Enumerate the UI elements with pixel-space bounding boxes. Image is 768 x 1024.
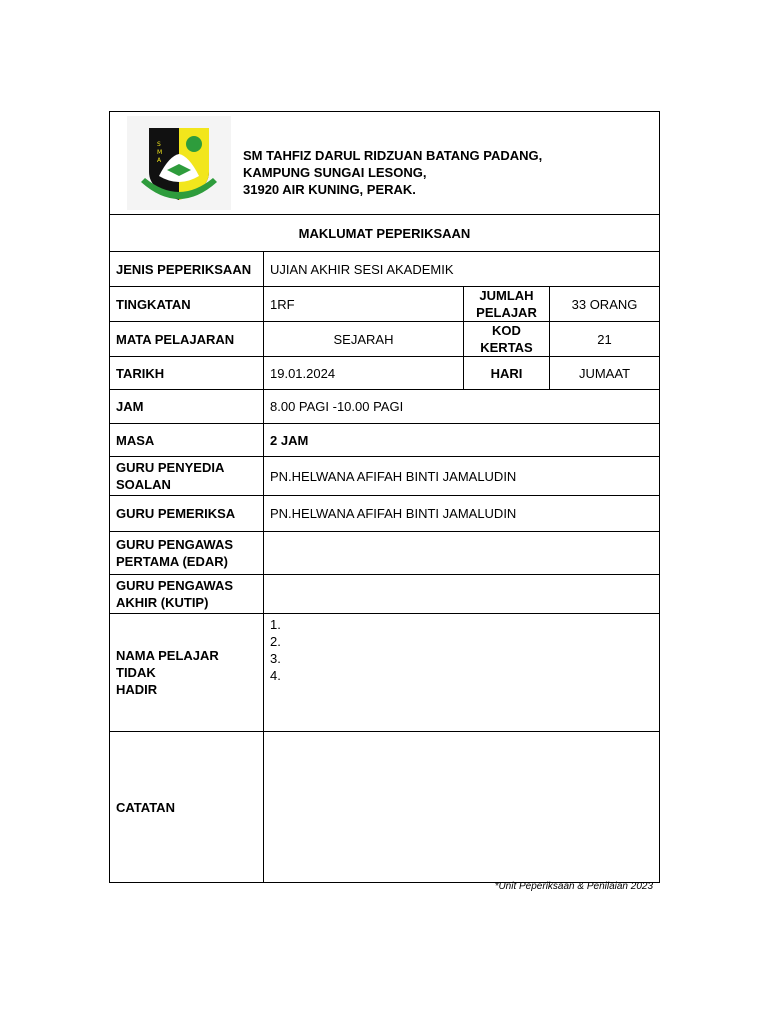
jenis-label: JENIS PEPERIKSAAN xyxy=(110,252,264,287)
jumlah-label xyxy=(464,287,550,322)
penyedia-label-line2: SOALAN xyxy=(116,477,171,492)
pengawas1-label-line1: GURU PENGAWAS xyxy=(116,537,234,552)
hari-label: HARI xyxy=(464,357,550,390)
jumlah-value: 33 ORANG xyxy=(550,287,660,322)
tidak-hadir-list-cell[interactable] xyxy=(264,614,660,732)
catatan-label: CATATAN xyxy=(110,732,264,883)
kod-value: 21 xyxy=(550,322,660,357)
tarikh-label: TARIKH xyxy=(110,357,264,390)
exam-info-table xyxy=(109,111,660,883)
penyedia-label xyxy=(110,457,264,496)
kod-label-line2: KERTAS xyxy=(480,340,533,355)
tarikh-value: 19.01.2024 xyxy=(264,357,464,390)
pengawas1-label-line2: PERTAMA (EDAR) xyxy=(116,554,228,569)
catatan-value[interactable] xyxy=(264,732,660,883)
logo-lettering: S xyxy=(157,141,161,148)
pengawas2-label xyxy=(110,575,264,614)
school-name-line2: KAMPUNG SUNGAI LESONG, xyxy=(243,165,427,180)
hari-value: JUMAAT xyxy=(550,357,660,390)
pengawas2-value[interactable] xyxy=(264,575,660,614)
jenis-value: UJIAN AKHIR SESI AKADEMIK xyxy=(264,252,660,287)
tidak-hadir-label xyxy=(110,614,264,732)
jam-label: JAM xyxy=(110,390,264,424)
tidak-hadir-label-line2: HADIR xyxy=(116,682,158,697)
penyedia-label-line1: GURU PENYEDIA xyxy=(116,460,225,475)
section-title: MAKLUMAT PEPERIKSAAN xyxy=(110,215,660,252)
absent-student-list xyxy=(270,616,653,684)
pemeriksa-value: PN.HELWANA AFIFAH BINTI JAMALUDIN xyxy=(264,496,660,532)
jam-value: 8.00 PAGI -10.00 PAGI xyxy=(264,390,660,424)
svg-text:A: A xyxy=(157,157,162,164)
mata-value: SEJARAH xyxy=(264,322,464,357)
jumlah-label-line1: JUMLAH xyxy=(479,288,534,303)
school-name-line1: SM TAHFIZ DARUL RIDZUAN BATANG PADANG, xyxy=(243,148,543,163)
list-item: 3. xyxy=(270,651,281,666)
masa-label: MASA xyxy=(110,424,264,457)
school-header xyxy=(110,112,660,215)
jumlah-label-line2: PELAJAR xyxy=(476,305,537,320)
school-address xyxy=(243,147,542,198)
tingkatan-value: 1RF xyxy=(264,287,464,322)
list-item: 1. xyxy=(270,617,281,632)
mata-label: MATA PELAJARAN xyxy=(110,322,264,357)
school-logo xyxy=(127,116,231,210)
list-item: 4. xyxy=(270,668,281,683)
kod-label xyxy=(464,322,550,357)
school-name-line3: 31920 AIR KUNING, PERAK. xyxy=(243,182,416,197)
tingkatan-label: TINGKATAN xyxy=(110,287,264,322)
tidak-hadir-label-line1: NAMA PELAJAR TIDAK xyxy=(116,648,219,680)
svg-text:M: M xyxy=(157,149,163,156)
penyedia-value: PN.HELWANA AFIFAH BINTI JAMALUDIN xyxy=(264,457,660,496)
pengawas1-value[interactable] xyxy=(264,532,660,575)
pengawas2-label-line2: AKHIR (KUTIP) xyxy=(116,595,209,610)
footer-note: *Unit Peperiksaan & Penilaian 2023 xyxy=(494,881,653,892)
kod-label-line1: KOD xyxy=(492,323,521,338)
pengawas1-label xyxy=(110,532,264,575)
masa-value: 2 JAM xyxy=(264,424,660,457)
pemeriksa-label: GURU PEMERIKSA xyxy=(110,496,264,532)
list-item: 2. xyxy=(270,634,281,649)
pengawas2-label-line1: GURU PENGAWAS xyxy=(116,578,234,593)
exam-info-form xyxy=(109,111,659,883)
